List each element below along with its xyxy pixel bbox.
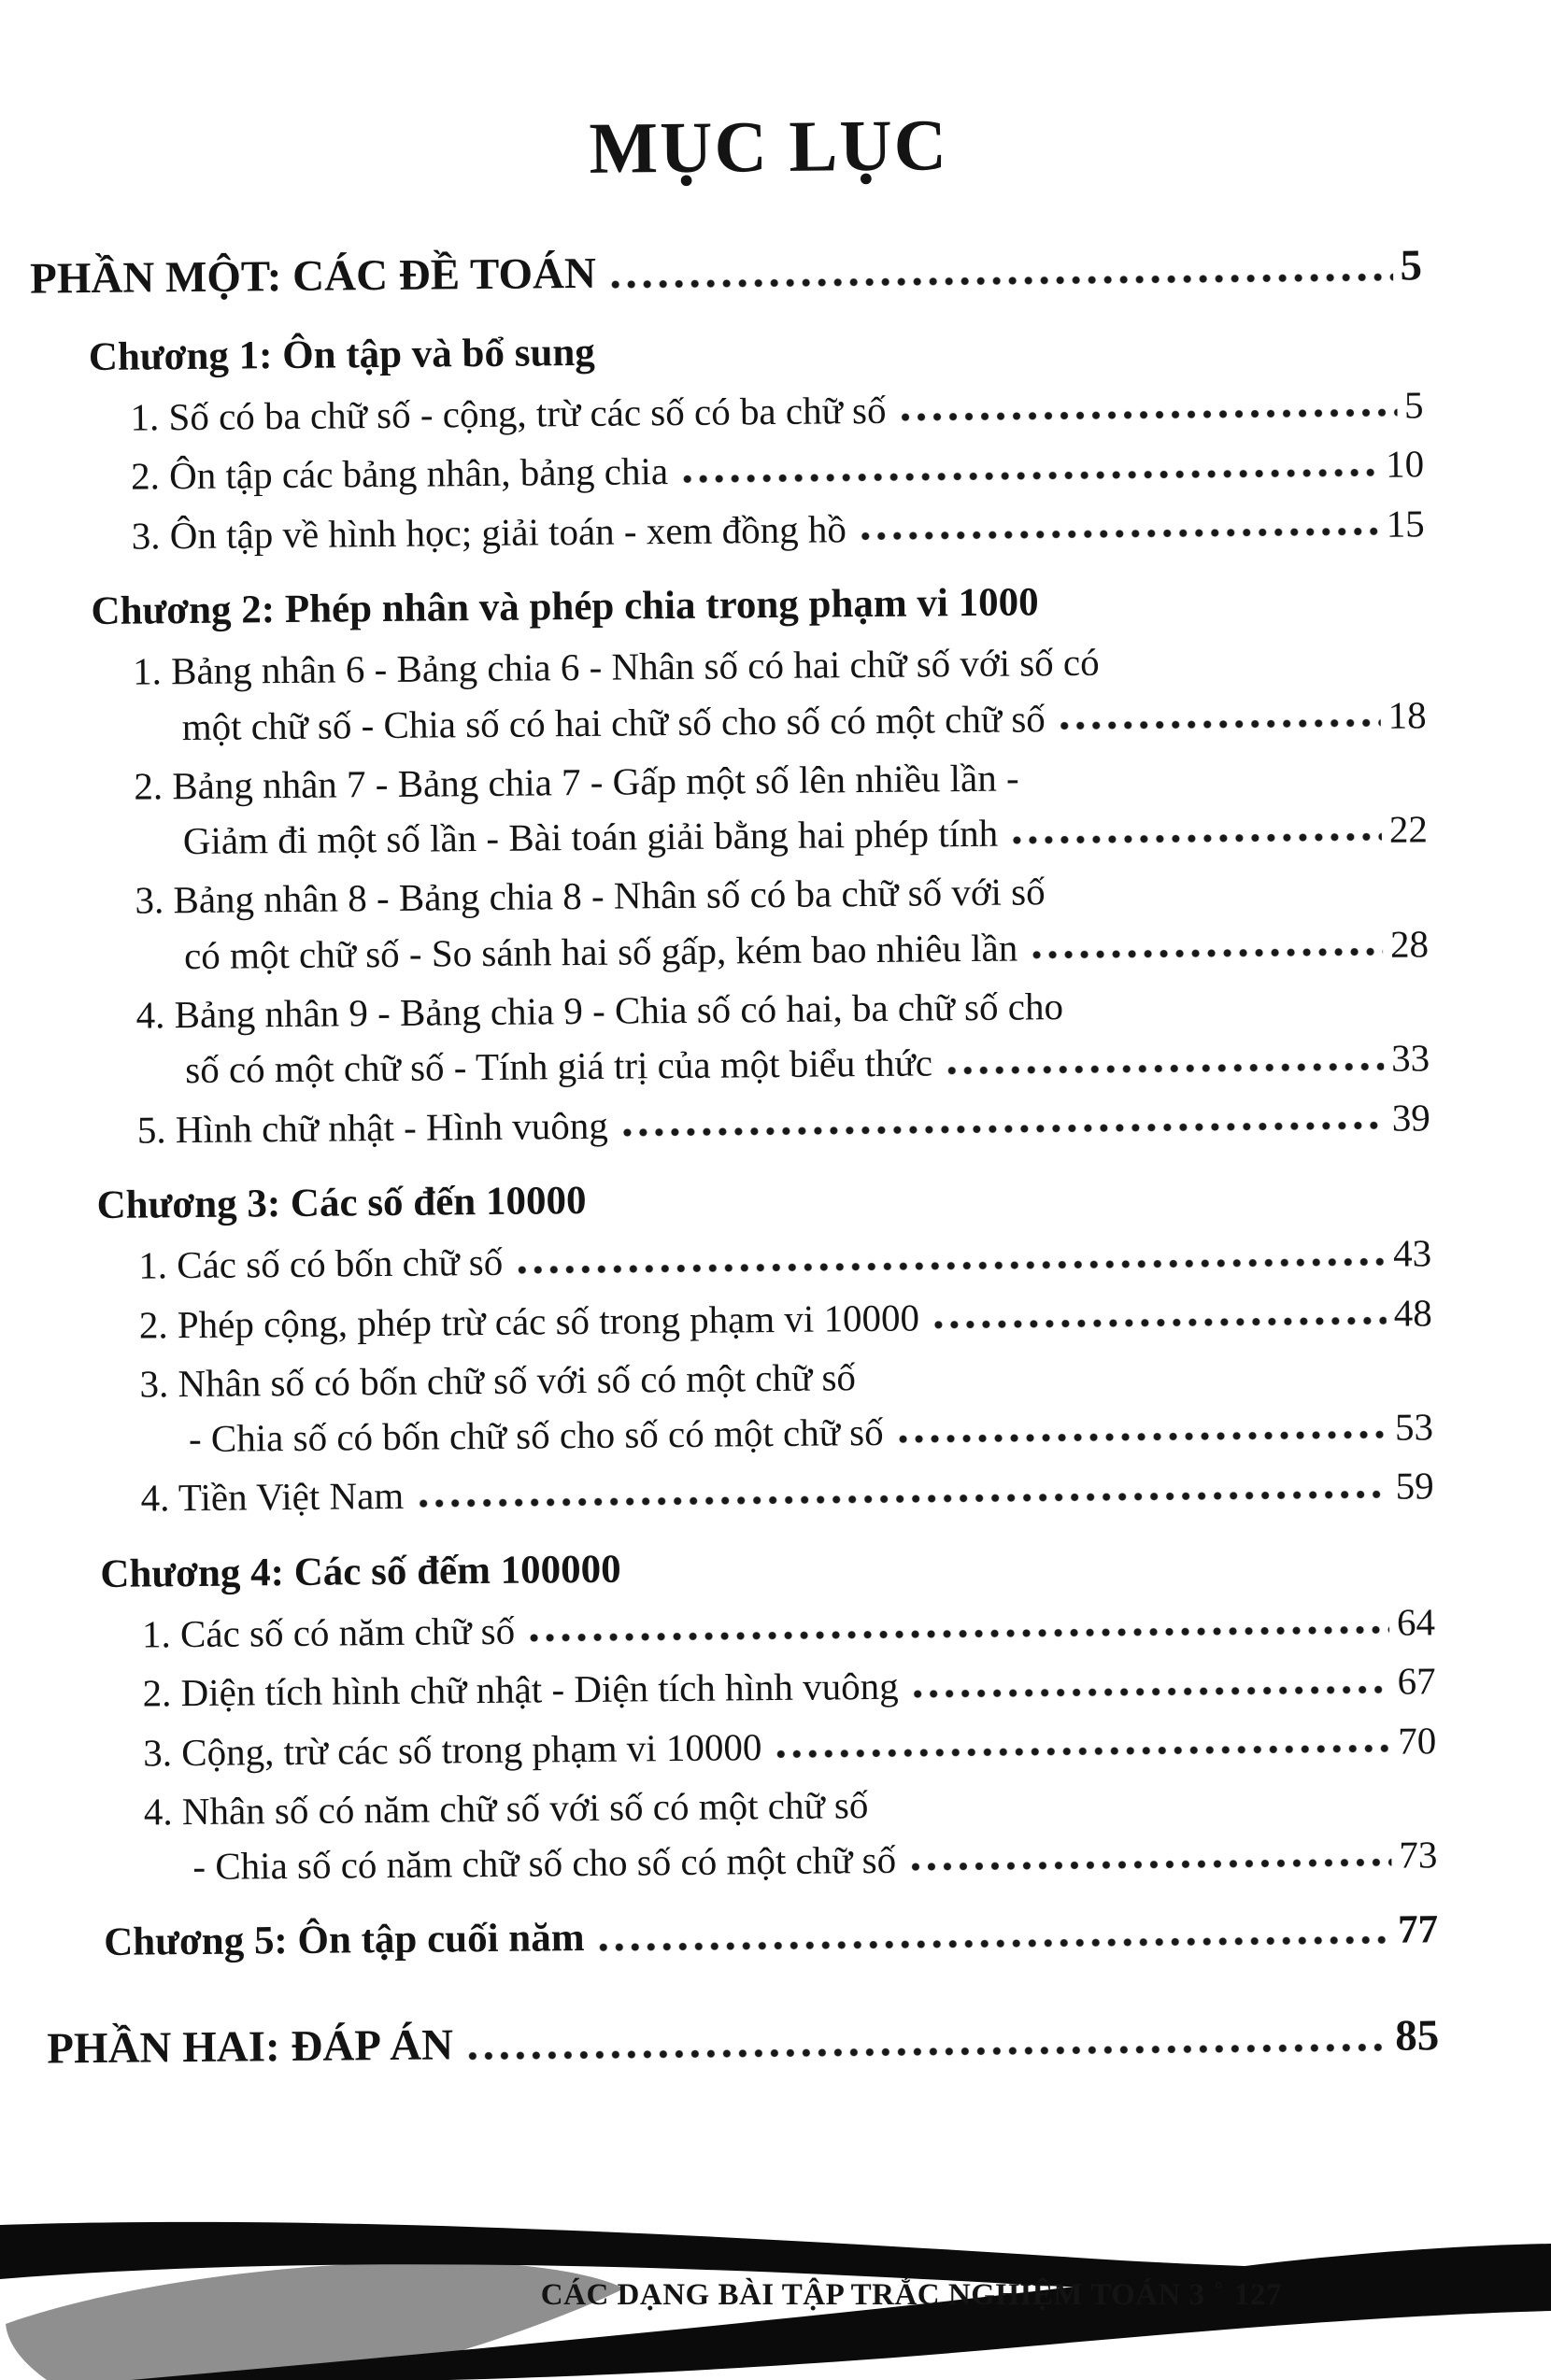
- dotted-leader: [526, 1624, 1389, 1644]
- scanned-page: [0, 97, 1551, 2073]
- toc-part-entry: [30, 242, 1422, 303]
- toc-page-number: 85: [1394, 2011, 1440, 2061]
- toc-item-entry: [35, 753, 1427, 808]
- footer-running-line: [541, 2277, 1282, 2313]
- toc-entry-text: có một chữ số - So sánh hai số gấp, kém bao nhiêu lần: [183, 926, 1018, 977]
- toc-item-continuation: [37, 1038, 1430, 1093]
- toc-entry-text: 3. Nhân số có bốn chữ số với số có một chữ số: [139, 1354, 857, 1406]
- toc-page-number: 5: [1400, 241, 1423, 290]
- toc-page-number: 53: [1394, 1405, 1434, 1449]
- toc-page-number: 22: [1388, 807, 1429, 851]
- dotted-leader: [907, 1857, 1391, 1873]
- toc-entry-text: PHẦN HAI: ĐÁP ÁN: [47, 2020, 454, 2074]
- toc-entry-text: 1. Các số có bốn chữ số: [138, 1240, 504, 1287]
- toc-entry-text: 1. Số có ba chữ số - cộng, trừ các số có ba chữ số: [130, 389, 887, 439]
- toc-item-entry: [43, 1661, 1435, 1716]
- toc-entry-text: 2. Ôn tập các bảng nhân, bảng chia: [130, 449, 669, 499]
- toc-page-number: 39: [1391, 1095, 1430, 1140]
- dotted-leader: [1009, 831, 1382, 846]
- dotted-leader: [415, 1488, 1388, 1509]
- toc-page-number: 48: [1393, 1290, 1433, 1335]
- page-title: MỤC LỤC: [589, 104, 949, 189]
- toc-entry-text: 3. Cộng, trừ các số trong phạm vi 10000: [143, 1724, 762, 1775]
- toc-item-entry: [40, 1351, 1432, 1406]
- footer-running-title: CÁC DẠNG BÀI TẬP TRẮC NGHIỆM TOÁN 3: [540, 2278, 1205, 2312]
- toc-chapter-entry: [31, 323, 1423, 380]
- toc-entry-text: - Chia số có năm chữ số cho số có một chữ số: [192, 1837, 897, 1889]
- toc-item-entry: [43, 1601, 1435, 1656]
- dotted-leader: [514, 1255, 1386, 1275]
- toc-item-continuation: [36, 809, 1428, 864]
- toc-item-entry: [40, 1292, 1432, 1347]
- table-of-contents: [0, 241, 1551, 2073]
- dotted-leader: [1057, 717, 1381, 731]
- toc-page-number: 33: [1390, 1036, 1430, 1080]
- toc-page-number: 28: [1389, 922, 1430, 966]
- toc-item-entry: [38, 1097, 1430, 1152]
- toc-entry-text: 5. Hình chữ nhật - Hình vuông: [136, 1103, 608, 1152]
- toc-item-continuation: [45, 1834, 1437, 1889]
- toc-entry-text: 4. Bảng nhân 9 - Bảng chia 9 - Chia số có hai, ba chữ số cho: [135, 985, 1064, 1037]
- footer-separator-icon: °: [1214, 2277, 1223, 2301]
- toc-page-number: 18: [1387, 692, 1427, 737]
- toc-page-number: 43: [1392, 1231, 1432, 1275]
- toc-entry-text: một chữ số - Chia số có hai chữ số cho số có một chữ số: [181, 696, 1046, 748]
- dotted-leader: [464, 2041, 1387, 2061]
- toc-entry-text: Chương 3: Các số đến 10000: [96, 1178, 587, 1227]
- toc-entry-text: 4. Nhân số có năm chữ số với số có một chữ số: [143, 1782, 869, 1834]
- toc-item-continuation: [41, 1406, 1433, 1461]
- toc-item-entry: [39, 1233, 1431, 1288]
- toc-item-continuation: [36, 923, 1429, 978]
- toc-page-number: 59: [1395, 1464, 1434, 1508]
- dotted-leader: [607, 271, 1393, 290]
- toc-chapter-entry: [33, 577, 1425, 634]
- toc-entry-text: 4. Tiền Việt Nam: [140, 1474, 405, 1520]
- toc-entry-text: Chương 1: Ôn tập và bổ sung: [88, 330, 595, 379]
- dotted-leader: [944, 1060, 1384, 1076]
- toc-page-number: 67: [1397, 1659, 1436, 1703]
- toc-item-entry: [33, 503, 1425, 558]
- toc-part-entry: [47, 2012, 1439, 2073]
- toc-entry-text: Giảm đi một số lần - Bài toán giải bằng hai phép tính: [182, 811, 999, 863]
- toc-entry-text: 3. Ôn tập về hình học; giải toán - xem đồng hồ: [131, 506, 847, 558]
- toc-entry-text: PHẦN MỘT: CÁC ĐỀ TOÁN: [29, 248, 597, 304]
- toc-entry-text: 2. Bảng nhân 7 - Bảng chia 7 - Gấp một số lên nhiều lần -: [134, 756, 1019, 808]
- toc-entry-text: số có một chữ số - Tính giá trị của một biểu thức: [185, 1041, 933, 1092]
- dotted-leader: [619, 1120, 1385, 1139]
- toc-item-entry: [34, 639, 1426, 694]
- toc-page-number: 64: [1396, 1600, 1436, 1644]
- toc-page-number: 73: [1399, 1833, 1438, 1877]
- toc-entry-text: - Chia số có bốn chữ số cho số có một chữ số: [188, 1410, 884, 1461]
- toc-page-number: 10: [1385, 442, 1425, 487]
- dotted-leader: [596, 1934, 1391, 1953]
- toc-entry-text: 2. Diện tích hình chữ nhật - Diện tích hình vuông: [142, 1665, 899, 1715]
- toc-page-number: 77: [1397, 1907, 1439, 1953]
- toc-item-entry: [36, 868, 1428, 923]
- toc-item-entry: [31, 385, 1423, 440]
- toc-entry-text: 1. Các số có năm chữ số: [141, 1608, 516, 1656]
- toc-item-entry: [45, 1778, 1437, 1834]
- dotted-leader: [679, 467, 1378, 485]
- toc-page-number: 15: [1386, 502, 1425, 545]
- toc-item-entry: [41, 1466, 1433, 1521]
- dotted-leader: [898, 407, 1398, 423]
- toc-entry-text: 1. Bảng nhân 6 - Bảng chia 6 - Nhân số có hai chữ số với số có: [132, 641, 1100, 694]
- dotted-leader: [858, 526, 1379, 542]
- toc-item-entry: [44, 1720, 1436, 1775]
- dotted-leader: [910, 1683, 1390, 1699]
- toc-item-entry: [32, 444, 1424, 499]
- footer-page-number: 127: [1234, 2278, 1282, 2312]
- toc-entry-text: Chương 5: Ôn tập cuối năm: [103, 1916, 585, 1965]
- toc-entry-text: Chương 2: Phép nhân và phép chia trong phạm vi 1000: [91, 580, 1039, 634]
- toc-chapter-entry: [38, 1171, 1430, 1228]
- dotted-leader: [931, 1315, 1387, 1331]
- dotted-leader: [773, 1743, 1390, 1760]
- toc-chapter-entry: [42, 1540, 1434, 1597]
- toc-entry-text: 3. Bảng nhân 8 - Bảng chia 8 - Nhân số có ba chữ số với số: [135, 870, 1046, 923]
- dotted-leader: [1029, 946, 1383, 961]
- dotted-leader: [895, 1429, 1387, 1445]
- toc-chapter-entry: [46, 1909, 1438, 1966]
- toc-entry-text: Chương 4: Các số đếm 100000: [100, 1547, 621, 1596]
- toc-item-continuation: [34, 694, 1426, 749]
- toc-page-number: 5: [1403, 383, 1424, 427]
- toc-entry-text: 2. Phép cộng, phép trừ các số trong phạm vi 10000: [138, 1296, 920, 1347]
- toc-page-number: 70: [1397, 1718, 1437, 1763]
- toc-item-entry: [36, 982, 1429, 1037]
